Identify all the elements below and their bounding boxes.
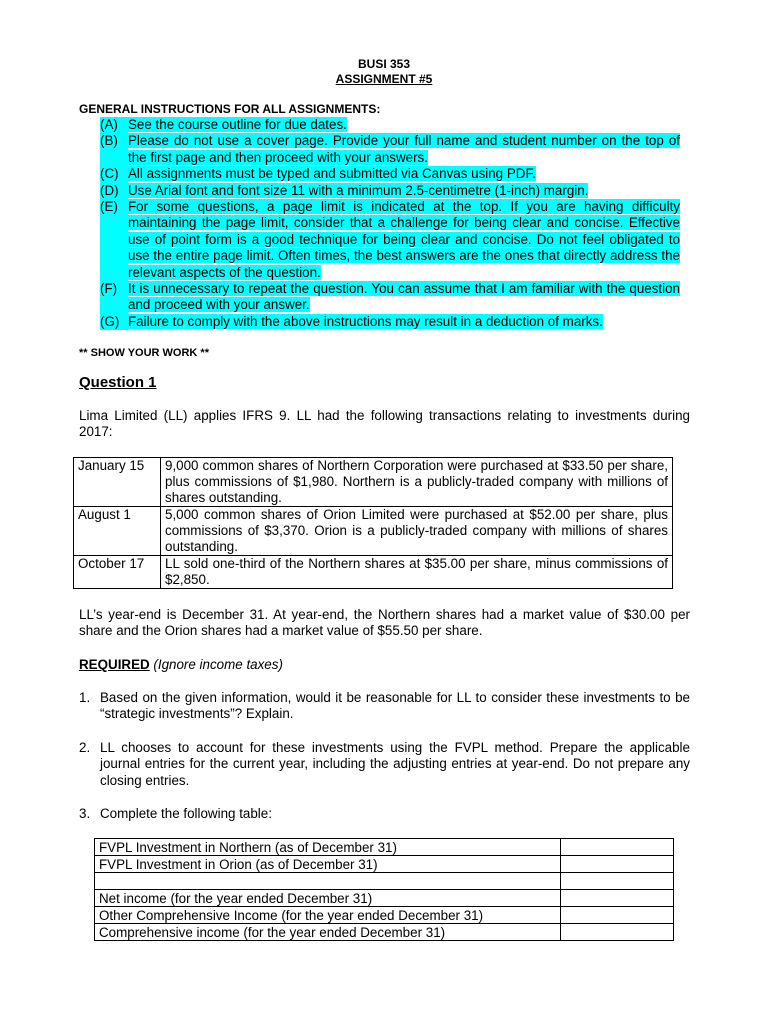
required-item [79,806,690,822]
instruction-text: Failure to comply with the above instructions may result in a deduction of marks. [128,313,603,329]
table-row [95,890,674,907]
table-row [95,924,674,941]
required-item [79,690,690,723]
instruction-item [100,281,680,314]
question-title: Question 1 [79,374,157,391]
instruction-label: (B) [100,133,128,166]
transaction-description: 9,000 common shares of Northern Corporation were purchased at $33.50 per share, plus commissions of $1,980. Northern is a publicly-traded company with millions of shares outstanding. [161,458,673,507]
answer-cell [561,907,674,924]
row-label: FVPL Investment in Northern (as of December 31) [95,839,561,856]
course-code: BUSI 353 [357,57,411,71]
item-text: Complete the following table: [100,806,272,821]
instructions-heading: GENERAL INSTRUCTIONS FOR ALL ASSIGNMENTS: [79,102,381,116]
instruction-text: It is unnecessary to repeat the question. You can assume that I am familiar with the question and proceed with your answer. [128,281,680,313]
instruction-item [100,199,680,281]
answer-cell [561,856,674,873]
required-note: (Ignore income taxes) [149,657,283,672]
table-row [95,839,674,856]
table-row [74,458,673,507]
item-text: LL chooses to account for these investments using the FVPL method. Prepare the applicable journal entries for the current year, including the adjusting entries at year-end. Do not prepare any closing entries. [100,740,690,788]
instruction-text: For some questions, a page limit is indicated at the top. If you are having difficulty maintaining the page limit, consider that a challenge for being clear and concise. Effective use of point form is a good technique for being clear and concise. Do not feel obligated to use the entire page limit. Often times, the best answers are the ones that directly address the relevant aspects of the question. [128,199,680,280]
required-heading [79,657,283,672]
instruction-text: Please do not use a cover page. Provide your full name and student number on the top of the first page and then proceed with your answers. [128,133,680,165]
instruction-label: (G) [100,314,128,330]
table-row [74,507,673,556]
item-text: Based on the given information, would it be reasonable for LL to consider these investments to be “strategic investments”? Explain. [100,690,690,722]
fill-in-table [94,838,674,941]
instructions-list [100,117,680,330]
item-number: 1. [79,690,91,705]
table-row [95,856,674,873]
instruction-text: See the course outline for due dates. [128,117,347,132]
instruction-item [100,314,680,330]
instruction-text: All assignments must be typed and submitted via Canvas using PDF. [128,166,536,182]
instruction-item [100,183,680,199]
instruction-label: (F) [100,281,128,314]
row-label: Net income (for the year ended December 31) [95,890,561,907]
show-work-note: ** SHOW YOUR WORK ** [79,347,209,359]
row-label [95,873,561,890]
table-row [95,873,674,890]
instruction-label: (E) [100,199,128,281]
instruction-label: (D) [100,183,128,199]
table-row [74,556,673,589]
question-intro: Lima Limited (LL) applies IFRS 9. LL had the following transactions relating to investments during 2017: [79,408,690,440]
transaction-date: January 15 [74,458,161,507]
answer-cell [561,890,674,907]
instruction-text: Use Arial font and font size 11 with a minimum 2.5-centimetre (1-inch) margin. [128,182,589,198]
item-number: 3. [79,806,91,821]
instruction-label: (A) [100,117,128,133]
transaction-date: October 17 [74,556,161,589]
year-end-paragraph: LL’s year-end is December 31. At year-end, the Northern shares had a market value of $30.00 per share and the Orion shares had a market value of $55.50 per share. [79,607,690,639]
instruction-label: (C) [100,166,128,182]
transactions-table [73,457,673,589]
required-item [79,740,690,789]
instruction-item [100,166,680,182]
transaction-description: LL sold one-third of the Northern shares at $35.00 per share, minus commissions of $2,850. [161,556,673,589]
answer-cell [561,873,674,890]
table-row [95,907,674,924]
item-number: 2. [79,740,91,755]
instruction-item [100,133,680,166]
transaction-description: 5,000 common shares of Orion Limited were purchased at $52.00 per share, plus commissions of $3,370. Orion is a publicly-traded company with millions of shares outstanding. [161,507,673,556]
instruction-item [100,117,680,133]
answer-cell [561,924,674,941]
assignment-title: ASSIGNMENT #5 [335,72,433,86]
row-label: Other Comprehensive Income (for the year ended December 31) [95,907,561,924]
required-label: REQUIRED [79,657,150,672]
transaction-date: August 1 [74,507,161,556]
row-label: FVPL Investment in Orion (as of December 31) [95,856,561,873]
row-label: Comprehensive income (for the year ended December 31) [95,924,561,941]
answer-cell [561,839,674,856]
